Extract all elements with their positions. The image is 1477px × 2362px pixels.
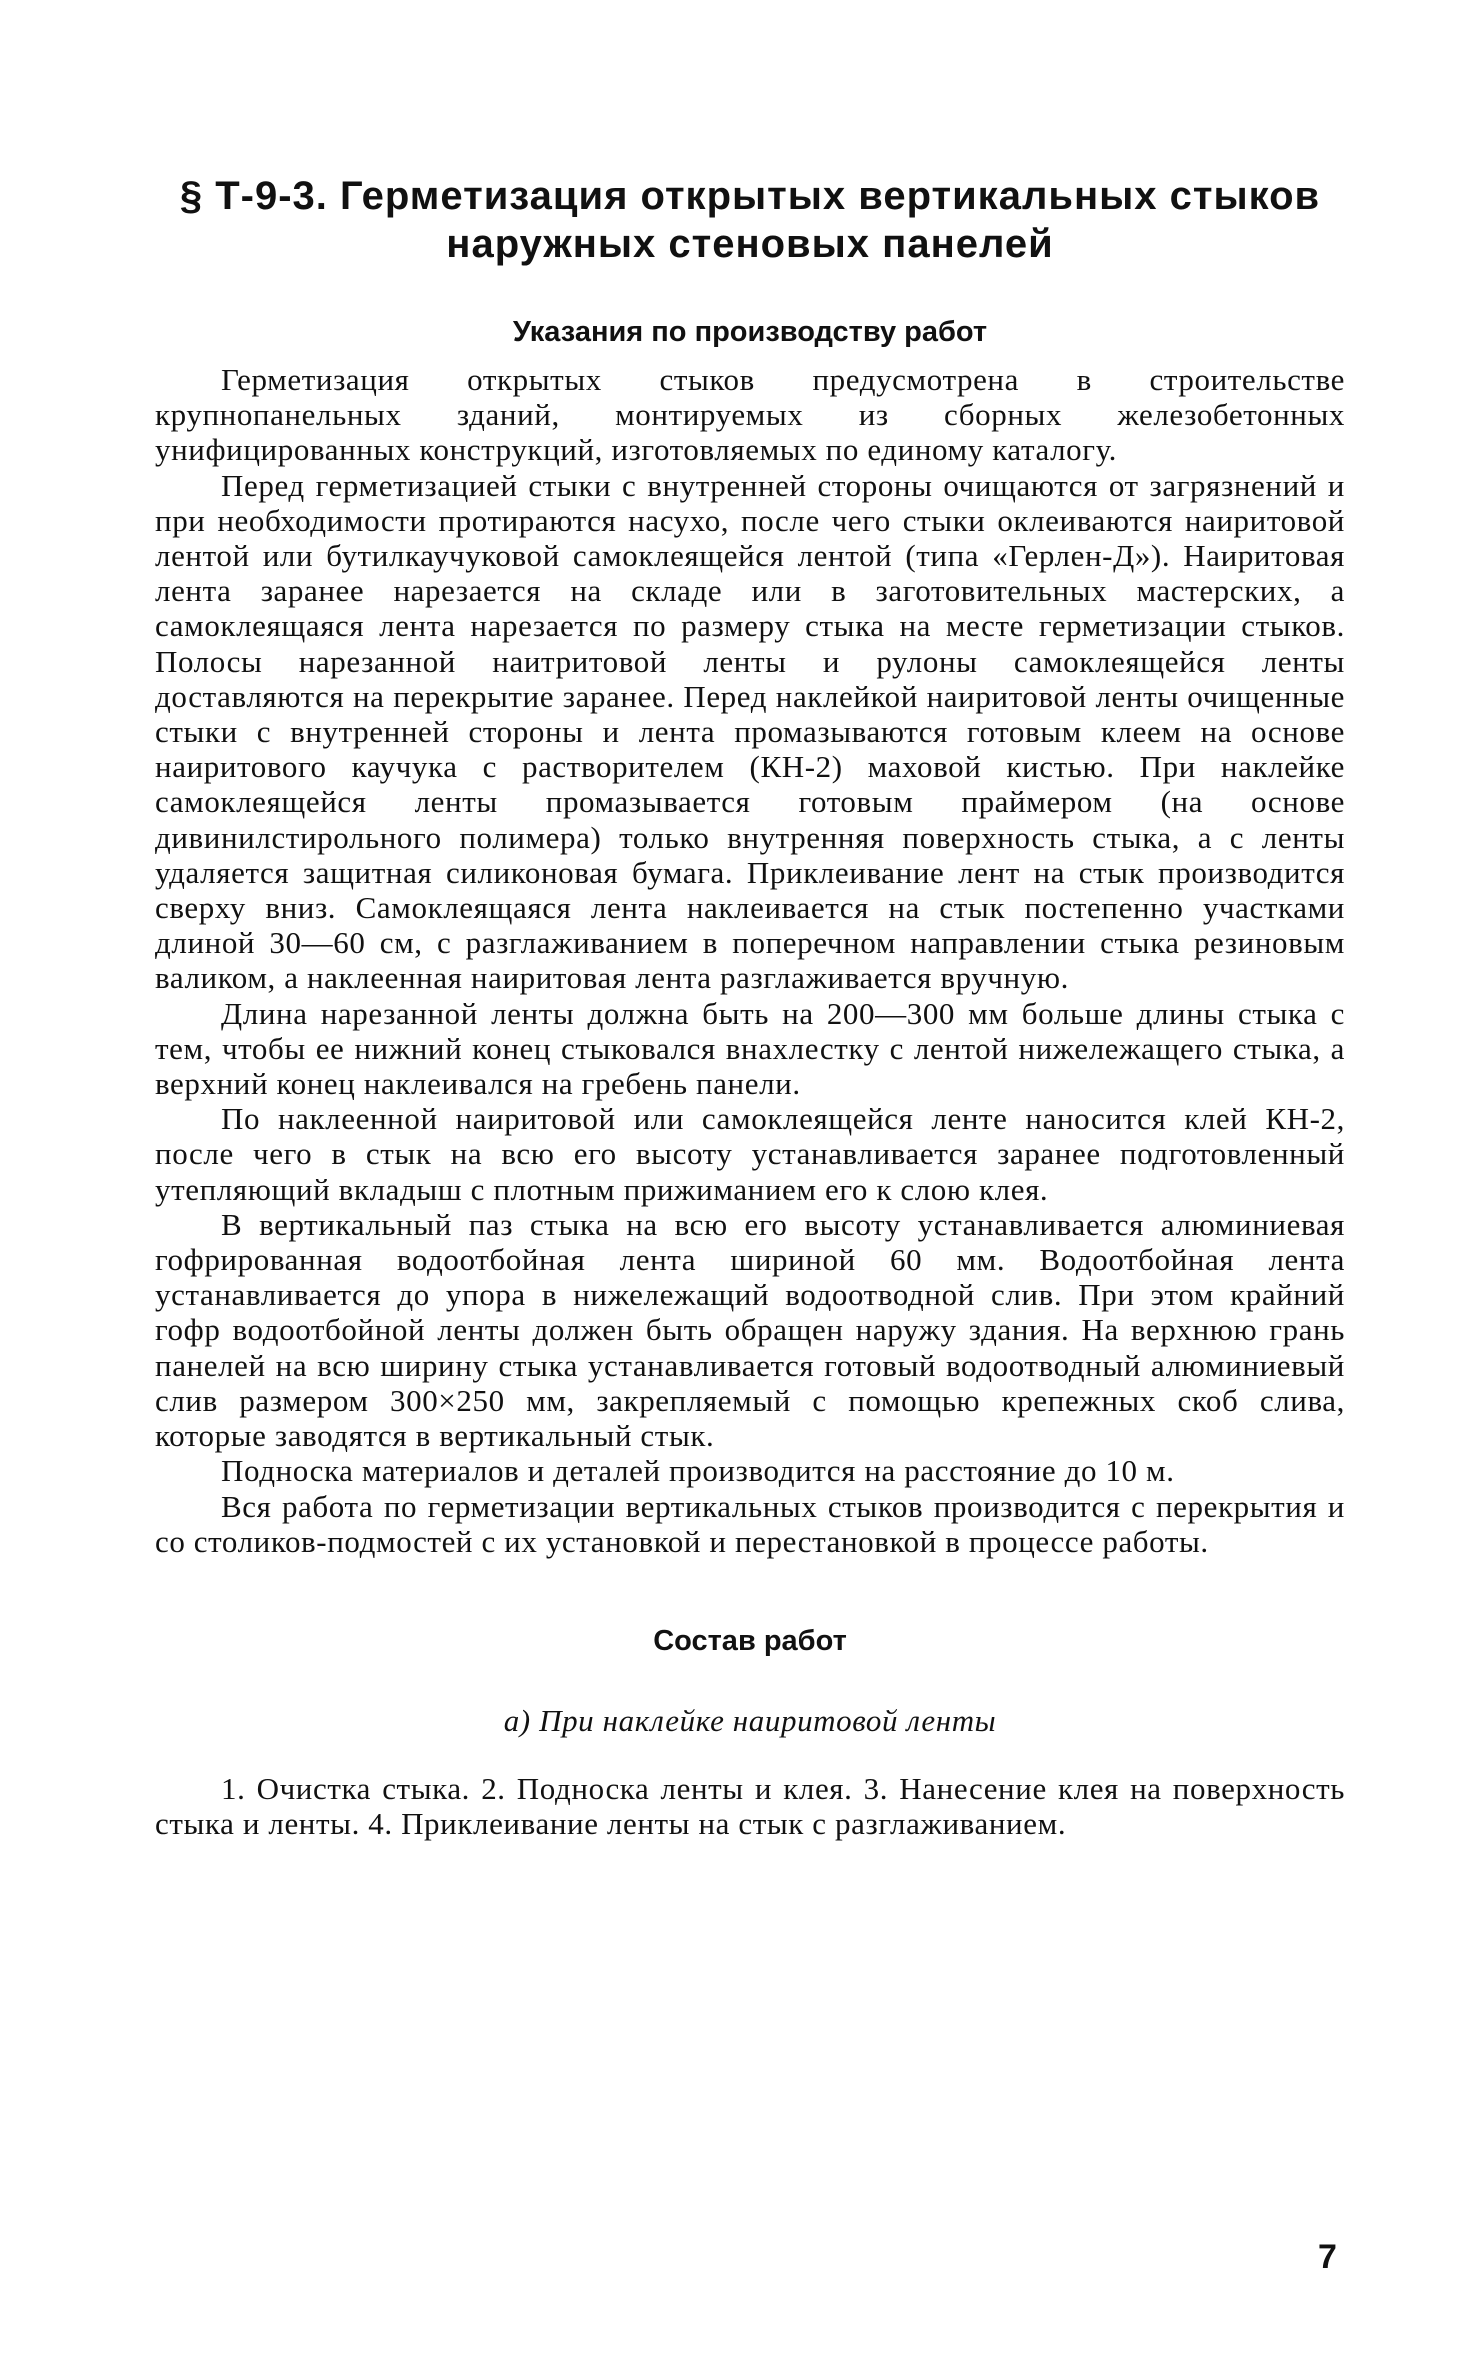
section-title-line-2: наружных стеновых панелей [446,222,1054,266]
composition-heading: Состав работ [653,1624,847,1657]
document-page [155,160,1345,1841]
paragraph: Длина нарезанной ленты должна быть на 200—300 мм больше длины стыка с тем, чтобы ее нижний конец стыковался внахлестку с лентой нижележащего стыка, а верхний конец наклеивался на гребень панели. [155,995,1345,1102]
section-title [155,172,1345,268]
paragraph: По наклеенной наиритовой или самоклеящейся ленте наносится клей КН-2, после чего в стык на всю его высоту устанавливается заранее подготовленный утепляющий вкладыш с плотным прижиманием его к слою клея. [155,1101,1345,1207]
paragraph: Перед герметизацией стыки с внутренней стороны очищаются от загрязнений и при необходимости протираются насухо, после чего стыки оклеиваются наиритовой лентой или бутилкаучуковой самоклеящейся лентой (типа «Герлен-Д»). Наиритовая лента заранее нарезается на складе или в заготовительных мастерских, а самоклеящаяся лента нарезается по размеру стыка на месте герметизации стыков. Полосы нарезанной наитритовой ленты и рулоны самоклеящейся ленты доставляются на перекрытие заранее. Перед наклейкой наиритовой ленты очищенные стыки с внутренней стороны и лента промазываются готовым клеем на основе наиритового каучука с растворителем (КН-2) маховой кистью. При наклейке самоклеящейся ленты промазывается готовым праймером (на основе дивинилстирольного полимера) только внутренняя поверхность стыка, а с ленты удаляется защитная силиконовая бумага. Приклеивание лент на стык производится сверху вниз. Самоклеящаяся лента наклеивается на стык постепенно участками длиной 30—60 см, с разглаживанием в поперечном направлении стыка резиновым валиком, а наклеенная наиритовая лента разглаживается вручную. [155,467,1345,996]
paragraph: Вся работа по герметизации вертикальных стыков производится с перекрытия и со столиков-подмостей с их установкой и перестановкой в процессе работы. [155,1488,1345,1559]
paragraph: Герметизация открытых стыков предусмотрена в строительстве крупнопанельных зданий, монтируемых из сборных железобетонных унифицированных конструкций, изготовляемых по единому каталогу. [155,362,1345,468]
instructions-heading: Указания по производству работ [512,316,988,348]
page-number: 7 [1318,2238,1337,2276]
paragraph: В вертикальный паз стыка на всю его высоту устанавливается алюминиевая гофрированная водоотбойная лента шириной 60 мм. Водоотбойная лента устанавливается до упора в нижележащий водоотводной слив. При этом крайний гофр водоотбойной ленты должен быть обращен наружу здания. На верхнюю грань панелей на всю ширину стыка устанавливается готовый водоотводный алюминиевый слив размером 300×250 мм, закрепляемый с помощью крепежных скоб слива, которые заводятся в вертикальный стык. [155,1206,1345,1454]
paragraph: Подноска материалов и деталей производится на расстояние до 10 м. [221,1453,1175,1489]
instructions-body [155,362,1345,1559]
section-title-line-1: § Т-9-3. Герметизация открытых вертикальных стыков [179,174,1321,218]
subsection-a-text: 1. Очистка стыка. 2. Подноска ленты и клея. 3. Нанесение клея на поверхность стыка и ленты. 4. Приклеивание ленты на стык с разглаживанием. [155,1770,1345,1842]
subsection-a-heading: а) При наклейке наиритовой ленты [503,1702,997,1738]
